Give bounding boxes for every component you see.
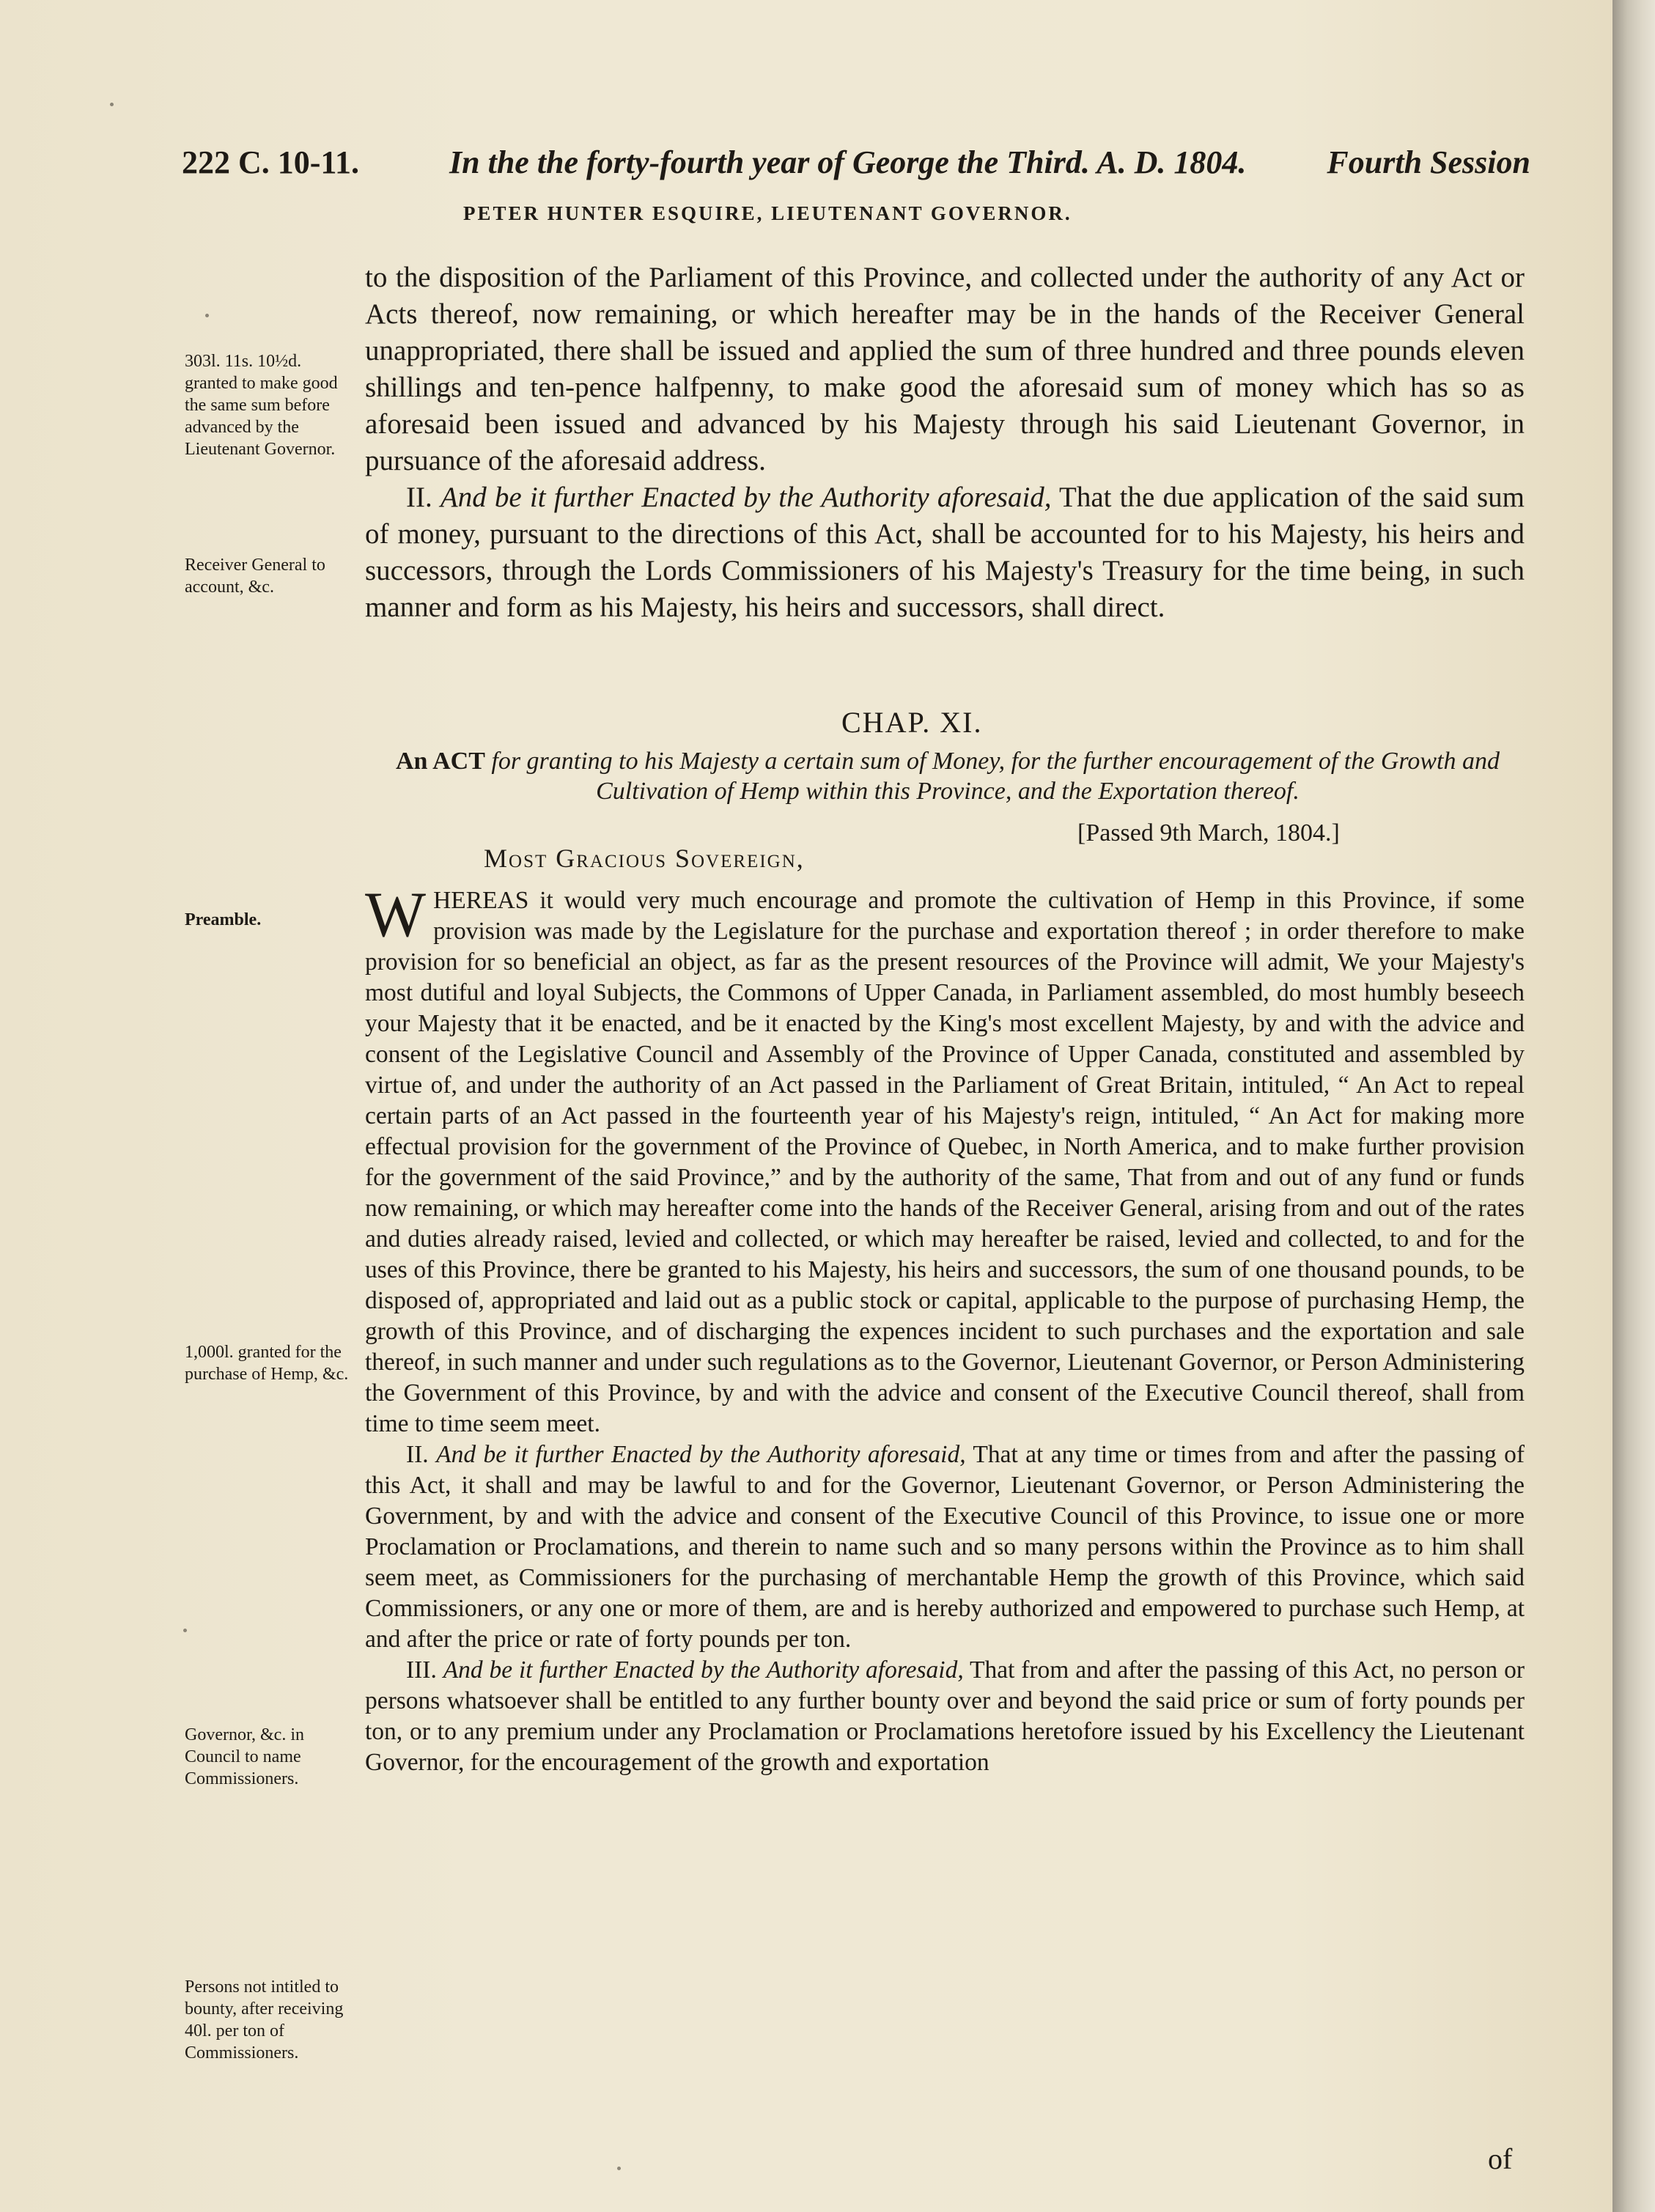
- session-label: Fourth Session: [1327, 144, 1530, 180]
- chapter-heading: CHAP. XI.: [841, 706, 983, 739]
- paper-speck: [110, 103, 114, 106]
- margin-note-bounty: Persons not intitled to bounty, after receiving 40l. per ton of Commissioners.: [185, 1977, 344, 2062]
- chap10-continuation: [365, 259, 1525, 626]
- salutation: Most Gracious Sovereign,: [484, 844, 805, 873]
- chap11-section-3: III. And be it further Enacted by the Authority aforesaid, That from and after the passing of this Act, no person or persons whatsoever shall be entitled to any further bounty over and beyond the said price or sum of forty pounds per ton, or to any premium under any Proclamation or Proclamations heretofore issued by his Excellency the Lieutenant Governor, for the encouragement of the growth and exportation: [365, 1656, 1525, 1776]
- margin-note-preamble: Preamble.: [185, 910, 262, 929]
- regnal-year: In the the forty-fourth year of George the Third. A. D. 1804.: [449, 144, 1247, 180]
- drop-cap: W: [365, 880, 427, 951]
- margin-note-receiver: Receiver General to account, &c.: [185, 556, 325, 597]
- running-header: [182, 144, 1530, 195]
- margin-note-commissioners: Governor, &c. in Council to name Commissioners.: [185, 1725, 304, 1788]
- margin-note-grant: 303l. 11s. 10½d. granted to make good the same sum before advanced by the Lieutenant Governor.: [185, 352, 338, 459]
- paper-speck: [183, 1629, 187, 1632]
- page-and-chapter: 222 C. 10-11.: [182, 144, 359, 180]
- page-edge: [1612, 0, 1655, 2212]
- chap10-section-2: II. And be it further Enacted by the Authority aforesaid, That the due application of the said sum of money, pursuant to the directions of this Act, shall be accounted for to his Majesty, his heirs and successors, through the Lords Commissioners of his Majesty's Treasury for the time being, in such manner and form as his Majesty, his heirs and successors, shall direct.: [365, 482, 1525, 623]
- paper-speck: [205, 314, 209, 317]
- enacting-clause: And be it further Enacted by the Authority aforesaid,: [440, 482, 1052, 513]
- chap10-paragraph: to the disposition of the Parliament of this Province, and collected under the authority of any Act or Acts thereof, now remaining, or which hereafter may be in the hands of the Receiver General unappropriated, there shall be issued and applied the sum of three hundred and three pounds eleven shillings and ten-pence halfpenny, to make good the aforesaid sum of money which has so as aforesaid been issued and advanced by his Majesty through his said Lieutenant Governor, in pursuance of the aforesaid address.: [365, 262, 1525, 476]
- act-title: An ACT for granting to his Majesty a certain sum of Money, for the further encouragement of the Growth and Cultivation of Hemp within this Province, and the Exportation thereof.: [396, 748, 1500, 805]
- preamble-paragraph: WHEREAS it would very much encourage and promote the cultivation of Hemp in this Province, if some provision was made by the Legislature for the purchase and exportation thereof ; in order therefore to make provision for so beneficial an object, as far as the present resources of the Province will admit, We your Majesty's most dutiful and loyal Subjects, the Commons of Upper Canada, in Parliament assembled, do most humbly beseech your Majesty that it be enacted, and be it enacted by the King's most excellent Majesty, by and with the advice and consent of the Legislative Council and Assembly of the Province of Upper Canada, constituted and assembled by virtue of, and under the authority of an Act passed in the Parliament of Great Britain, intituled, “ An Act to repeal certain parts of an Act passed in the fourteenth year of his Majesty's reign, intituled, “ An Act for making more effectual provision for the government of the Province of Quebec, in North America, and to make further provision for the government of the said Province,” and by the authority of the same, That from and out of any fund or funds now remaining, or which may hereafter come into the hands of the Receiver General, arising from and out of the rates and duties already raised, levied and collected, or which may hereafter be raised, levied and collected, to and for the uses of this Province, there be granted to his Majesty, his heirs and successors, the sum of one thousand pounds, to be disposed of, appropriated and laid out as a public stock or capital, applicable to the purpose of purchasing Hemp, the growth of this Province, and of discharging the expences incident to such purchases and the exportation and sale thereof, in such manner and under such regulations as to the Governor, Lieutenant Governor, or Person Administering the Government of this Province, by and with the advice and consent of the Executive Council thereof, shall from time to time seem meet.: [365, 880, 1525, 1437]
- chap11-section-2: II. And be it further Enacted by the Authority aforesaid, That at any time or times from and after the passing of this Act, it shall and may be lawful to and for the Governor, Lieutenant Governor, or Person Administering the Government, by and with the advice and consent of the Executive Council of this Province, to issue one or more Proclamation or Proclamations, and therein to name such and so many persons within the Province as to him shall seem meet, as Commissioners for the purchasing of merchantable Hemp the growth of this Province, which said Commissioners, or any one or more of them, are and is hereby authorized and empowered to purchase such Hemp, at and after the price or rate of forty pounds per ton.: [365, 1441, 1525, 1653]
- margin-note-hemp-grant: 1,000l. granted for the purchase of Hemp, &c.: [185, 1343, 349, 1384]
- enacting-clause: And be it further Enacted by the Authority aforesaid,: [443, 1656, 964, 1684]
- paper-speck: [617, 2167, 621, 2170]
- enacting-clause: And be it further Enacted by the Authority aforesaid,: [436, 1441, 966, 1468]
- governor-subtitle: PETER HUNTER ESQUIRE, LIEUTENANT GOVERNOR.: [463, 202, 1072, 224]
- catchword: of: [1488, 2142, 1513, 2175]
- passed-date: [Passed 9th March, 1804.]: [1077, 819, 1340, 847]
- chap11-body: [365, 880, 1525, 1778]
